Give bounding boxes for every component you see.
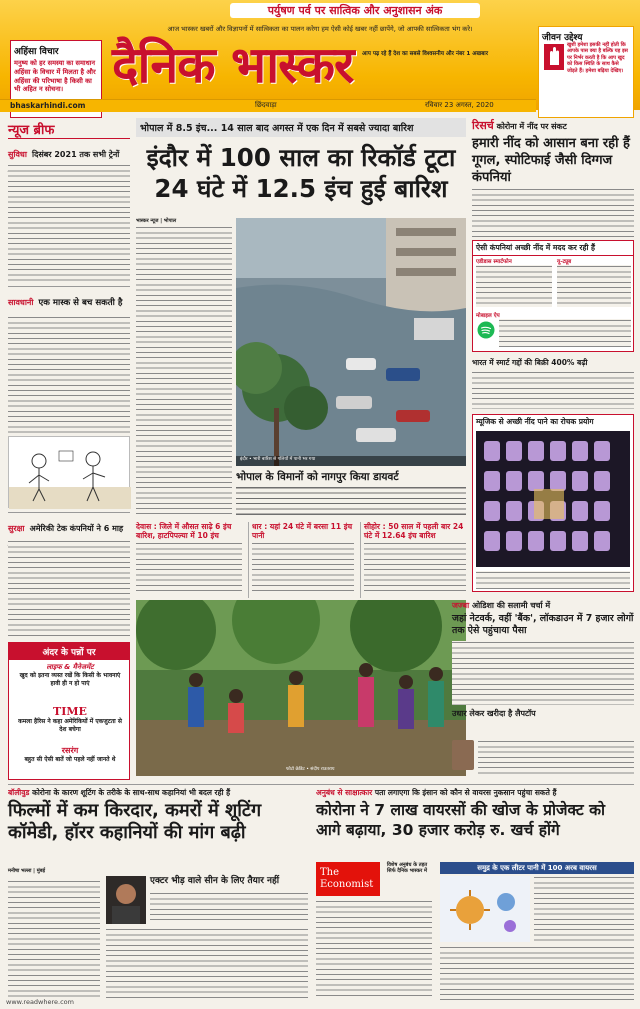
brand-label: एडीडास स्मार्टफोन (476, 259, 512, 265)
economist-body-2 (440, 946, 634, 1000)
brand-body (476, 265, 552, 307)
inside-pages-title: अंदर के पन्नों पर (9, 643, 129, 660)
left-box-title: अहिंसा विचार (14, 47, 59, 57)
research-kicker-row (472, 118, 634, 133)
economist-headline: कोरोना ने 7 लाख वायरसों की खोज के प्रोजेक्ट को आगे बढ़ाया, 30 हजार करोड़ रु. खर्च होंगे (316, 801, 606, 839)
left-box-text: मनुष्य को हर समस्या का समाधान अहिंसा के विचार में मिलता है और अहिंसा की परिभाषा है किसी का भी अहित न सोचना। (14, 59, 96, 94)
tagline: आज भास्कर खबरों और विज्ञापनों में सात्विकता का पालन करेगा हम ऐसी कोई खबर नहीं छापेंगे, जो आपकी सात्विकता भंग करे। (167, 25, 473, 33)
brief-lead: सुरक्षा (8, 524, 25, 533)
spotify-icon (477, 321, 495, 339)
photo-caption: इंदौर • भारी बारिश से गलियों में पानी भर गया (240, 457, 316, 462)
district-box-title: धार : यहां 24 घंटे में बरसा 11 इंच पानी (252, 522, 353, 540)
bollywood-story (8, 788, 308, 1002)
economist-story (316, 788, 634, 1002)
research-box-title: म्यूजिक से अच्छी नींद पाने का रोचक प्रयोग (476, 417, 594, 426)
hand-icon (543, 43, 565, 71)
brief-body (8, 540, 130, 636)
brand-label: मोबाइल ऐप (476, 313, 500, 319)
odisha-photo (136, 600, 466, 776)
district-box (136, 522, 242, 598)
research-box-1 (472, 240, 634, 352)
research-box-2 (472, 358, 634, 410)
lead-subhead: भोपाल के विमानों को नागपुर किया डायवर्ट (236, 471, 399, 483)
inside-item-text: बहुत सी ऐसी बातें जो पहले नहीं जानते थे (24, 756, 116, 763)
economist-kicker-row (316, 788, 634, 798)
date: रविवार 23 अगस्त, 2020 (425, 101, 494, 109)
brief-body (8, 316, 130, 434)
actor-photo (106, 876, 146, 924)
bollywood-body-2 (106, 928, 308, 1000)
virus-graphic (440, 876, 530, 942)
inside-item-text: कमला हैरिस ने कहा अमेरिकियों में एकजुटता से देश बचेगा (18, 718, 122, 733)
news-brief-title: न्यूज ब्रीफ (8, 120, 130, 139)
research-box-3 (472, 414, 634, 592)
bollywood-kicker: कोरोना के कारण शूटिंग के तरीके के साथ-साथ कहानियां भी बदल रही हैं (32, 788, 231, 797)
research-column (472, 118, 634, 592)
research-box-body (472, 371, 634, 409)
district-box-title: देवास : जिले में औसत साढ़े 6 इंच बारिश, हाटपिपल्या में 10 इंच (136, 522, 232, 540)
brand-logo (112, 34, 502, 96)
bollywood-tag: बॉलीवुड (8, 788, 30, 797)
footer-url: www.readwhere.com (6, 998, 74, 1006)
research-label: रिसर्च (472, 119, 494, 132)
website: bhaskarhindi.com (10, 101, 86, 110)
bollywood-quote-body (150, 892, 308, 922)
research-headline: हमारी नींद को आसान बना रही हैं गूगल, स्पोटिफाई जैसी दिग्गज कंपनियां (472, 136, 630, 185)
odisha-kicker: ओडिशा की सलामी चर्चा में (471, 601, 551, 610)
brand-body (557, 265, 631, 307)
flood-photo (236, 218, 466, 466)
bollywood-quote: एक्टर भीड़ वाले सीन के लिए तैयार नहीं (150, 876, 280, 886)
subtagline: आप पढ़ रहे हैं देश का सबसे विश्वसनीय और नंबर 1 अखबार (362, 51, 489, 57)
lead-headline-1: इंदौर में 100 साल का रिकॉर्ड टूटा (146, 143, 456, 172)
odisha-kicker-row (452, 600, 634, 611)
brand-label: यू-ट्यूब (557, 259, 572, 265)
inside-item[interactable] (17, 705, 123, 733)
dateline (0, 99, 536, 112)
district-box-title: सीहोर : 50 साल में पहली बार 24 घंटे में 12.64 इंच बारिश (364, 522, 464, 540)
inside-item[interactable] (17, 745, 123, 764)
odisha-story (452, 600, 634, 780)
lead-kicker: भोपाल में 8.5 इंच... 14 साल बाद अगस्त में एक दिन में सबसे ज्यादा बारिश (136, 118, 466, 137)
right-box-title: जीवन उद्देश्य (542, 33, 583, 43)
lead-byline: भास्कर न्यूज | भोपाल (136, 218, 177, 224)
section-divider (8, 784, 634, 785)
brand-body (499, 319, 631, 347)
inside-pages-box (8, 642, 130, 780)
brief-headline: अमेरिकी टेक कंपनियों ने 6 माह (29, 524, 124, 533)
divider (8, 286, 130, 287)
inside-item-tag: TIME (53, 705, 87, 718)
economist-box-label: विशेष अनुबंध के तहत सिर्फ दैनिक भास्कर में (386, 862, 428, 875)
masthead (0, 0, 640, 110)
inside-item-tag: लाइफ & मैनेजमेंट (46, 663, 94, 671)
economist-body (316, 900, 432, 1000)
inside-item[interactable] (17, 663, 123, 687)
district-box-body (364, 542, 466, 592)
brand-name: दैनिक भास्कर (112, 35, 354, 94)
bollywood-byline: मनीषा भल्ला | मुंबई (8, 868, 46, 874)
odisha-subhead: उधार लेकर खरीदा है लैपटॉप (452, 709, 536, 718)
brief-lead: सुविधा (8, 150, 27, 159)
bollywood-body (8, 880, 100, 1000)
lead-subhead-body (236, 486, 466, 516)
glowing-jars-photo (476, 431, 630, 567)
odisha-body (452, 641, 634, 705)
lead-story (136, 118, 466, 598)
district-box-body (252, 542, 354, 592)
research-body (472, 188, 634, 238)
brief-headline: दिसंबर 2021 तक सभी ट्रेनों (32, 150, 120, 159)
research-kicker: कोरोना में नींद पर संकट (496, 122, 567, 131)
right-box-text: खुशी हमेशा इसकी नहीं होती कि आपके पास क्या है बल्कि यह इस पर निर्भर करती है कि आप खुद को किस स्थिति के साथ कैसे जोड़ते हैं। हमेशा बढ़िया देखिए। (567, 42, 628, 74)
odisha-photo-caption: फोटो क्रेडिट • संदीप राउतराय (286, 767, 335, 772)
research-box-title: भारत में स्मार्ट गद्दों की बिक्री 400% बढ़ी (472, 358, 588, 367)
lead-headline-2: 24 घंटे में 12.5 इंच हुई बारिश (154, 174, 448, 203)
research-box-title: ऐसी कंपनियां अच्छी नींद में मदद कर रही हैं (473, 241, 633, 256)
district-box (248, 522, 354, 598)
bollywood-headline: फिल्मों में कम किरदार, कमरों में शूटिंग कॉमेडी, हॉरर कहानियों की मांग बढ़ी (8, 800, 262, 843)
avatar (452, 740, 474, 770)
inside-item-text: खुद को इतना व्यस्त रखें कि किसी के भावनाएं हावी ही न हो पाएं (19, 672, 121, 687)
city: छिंदवाड़ा (255, 101, 277, 109)
brief-lead: सावधानी (8, 298, 34, 307)
district-box-body (136, 542, 242, 592)
brief-body (8, 164, 130, 284)
bollywood-kicker-row (8, 788, 308, 798)
virus-bar: समुद्र के एक लीटर पानी में 100 अरब वायरस (440, 862, 634, 874)
cartoon (8, 436, 130, 508)
right-box (538, 26, 634, 118)
divider (8, 512, 130, 513)
lead-body (136, 226, 232, 514)
odisha-headline: जहां नेटवर्क, वहीं 'बैंक', लॉकडाउन में 7 हजार लोगों तक ऐसे पहुंचाया पैसा (452, 613, 634, 636)
top-banner: पर्युषण पर्व पर सात्विक और अनुशासन अंक (230, 3, 480, 18)
news-brief-column (8, 120, 130, 780)
odisha-tag: जज्बा (452, 601, 470, 610)
inside-item-tag: रसरंग (61, 746, 79, 755)
economist-logo: The Economist (316, 862, 380, 896)
virus-text (534, 876, 634, 942)
research-box-body (476, 571, 630, 589)
brief-headline: एक मास्क से बच सकती है (38, 298, 123, 308)
economist-kicker: पता लगाएगा कि इंसान को कौन से वायरस नुकसान पहुंचा सकते हैं (374, 788, 557, 797)
economist-tag: अनुबंध से साक्षात्कार (316, 788, 373, 797)
odisha-sub-body (478, 740, 634, 776)
district-box (360, 522, 466, 598)
